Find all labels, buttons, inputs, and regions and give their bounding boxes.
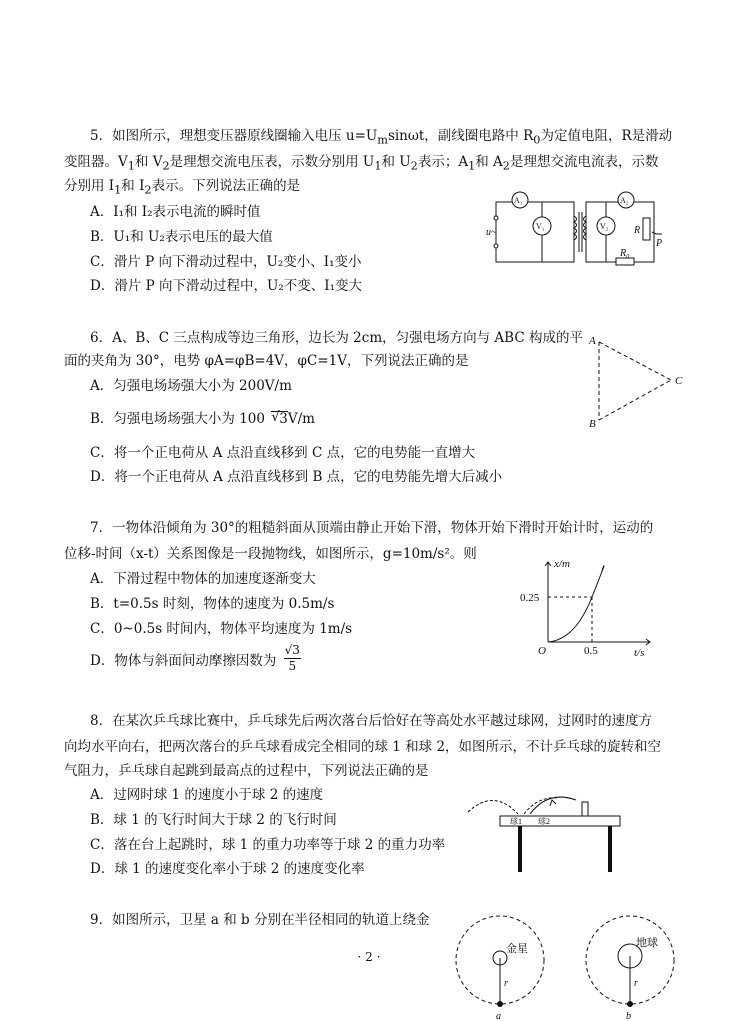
label-u: u~ bbox=[486, 227, 497, 238]
graph-ylabel: x/m bbox=[554, 558, 570, 570]
q7-line1: 7．一物体沿倾角为 30°的粗糙斜面从顶端由静止开始下滑，物体开始下滑时开始计时，运动的 bbox=[90, 520, 654, 536]
q5-line3: 分别用 $I_1$和 $I_2$表示。下列说法正确的是 bbox=[64, 178, 301, 197]
q5-option-c: C．滑片 P 向下滑动过程中，U₂变小、I₁变小 bbox=[90, 254, 362, 270]
q5-line2: 变阻器。$V_1$和 $V_2$是理想交流电压表，示数分别用 $U_1$和 $U_2$表示；$A_1$和 $A_2$是理想交流电流表，示数 bbox=[64, 154, 659, 173]
resistor-r0-icon bbox=[616, 258, 634, 265]
earth-label: 地球 bbox=[636, 937, 658, 949]
q6-option-d: D．将一个正电荷从 A 点沿直线移到 B 点，它的电势能先增大后减小 bbox=[90, 469, 503, 485]
fraction-denominator: 5 bbox=[288, 659, 297, 673]
q6-line1: 6．A、B、C 三点构成等边三角形，边长为 2cm，匀强电场方向与 ABC 构成的平 bbox=[90, 330, 583, 346]
q6-option-a: A．匀强电场场强大小为 200V/m bbox=[90, 378, 292, 394]
q6-option-c: C．将一个正电荷从 A 点沿直线移到 C 点，它的电势能一直增大 bbox=[90, 445, 476, 461]
q6-option-b: B．匀强电场场强大小为 100 √ 3V/m bbox=[90, 409, 315, 427]
ball2-label: 球2 bbox=[538, 817, 550, 826]
radius-label-1: r bbox=[504, 978, 508, 989]
satellite-a-label: a bbox=[496, 1011, 501, 1021]
q7-option-d: D．物体与斜面间动摩擦因数为 $\frac{√3}{5}$ bbox=[90, 643, 300, 673]
label-a1: A₁ bbox=[514, 196, 523, 205]
q7-line2: 位移-时间（x-t）关系图像是一段抛物线，如图所示，g=10m/s²。则 bbox=[64, 546, 477, 562]
q7-option-c: C．0~0.5s 时间内，物体平均速度为 1m/s bbox=[90, 621, 353, 637]
q6-line2: 面的夹角为 30°，电势 φA=φB=4V，φC=1V，下列说法正确的是 bbox=[64, 353, 469, 369]
q5-line1: 5．如图所示，理想变压器原线圈输入电压 $u=U_m\sin\omega t$，副线圈电路中 $R_0$为定值电阻，R是滑动 bbox=[90, 128, 673, 147]
q7-option-b: B．t=0.5s 时刻，物体的速度为 0.5m/s bbox=[90, 596, 335, 612]
graph-xlabel: t/s bbox=[634, 647, 645, 659]
graph-xtick: 0.5 bbox=[584, 645, 598, 657]
q6-triangle-figure bbox=[585, 332, 691, 432]
q8-option-b: B．球 1 的飞行时间大于球 2 的飞行时间 bbox=[90, 812, 337, 828]
q7-xt-graph bbox=[520, 556, 660, 660]
label-r0: R₀ bbox=[620, 248, 630, 259]
q5-option-a: A．I₁和 I₂表示电流的瞬时值 bbox=[90, 204, 261, 220]
q8-option-c: C．落在台上起跳时，球 1 的重力功率等于球 2 的重力功率 bbox=[90, 837, 446, 853]
label-a2: A₂ bbox=[620, 196, 629, 205]
radius-label-2: r bbox=[634, 978, 638, 989]
q5-option-d: D．滑片 P 向下滑动过程中，U₂不变、I₁变大 bbox=[90, 278, 363, 294]
vertex-c: C bbox=[675, 375, 683, 387]
satellite-a-icon bbox=[497, 1001, 503, 1007]
ball1-label: 球1 bbox=[510, 817, 522, 826]
q8-option-d: D．球 1 的速度变化率小于球 2 的速度变化率 bbox=[90, 861, 365, 877]
q8-table-figure bbox=[466, 786, 626, 878]
q8-line3: 气阻力，乒乓球自起跳到最高点的过程中，下列说法正确的是 bbox=[64, 763, 429, 779]
label-v1: V₁ bbox=[536, 222, 545, 231]
fraction-numerator: √3 bbox=[284, 643, 300, 657]
satellite-b-icon bbox=[627, 1001, 633, 1007]
q8-line1: 8．在某次乒乓球比赛中，乒乓球先后两次落台后恰好在等高处水平越过球网，过网时的速度方 bbox=[90, 713, 653, 729]
vertex-b: B bbox=[589, 418, 596, 430]
label-v2: V₂ bbox=[600, 222, 609, 231]
q8-line2: 向均水平向右，把两次落台的乒乓球看成完全相同的球 1 和球 2，如图所示，不计乒乓球的旋转和空 bbox=[64, 739, 662, 755]
q9-line1: 9．如图所示，卫星 a 和 b 分别在半径相同的轨道上绕金 bbox=[90, 912, 430, 928]
q5-circuit-figure bbox=[486, 188, 666, 266]
satellite-b-label: b bbox=[626, 1011, 631, 1021]
q8-option-a: A．过网时球 1 的速度小于球 2 的速度 bbox=[90, 787, 324, 803]
q7-option-a: A．下滑过程中物体的加速度逐渐变大 bbox=[90, 571, 316, 587]
label-r: R bbox=[634, 225, 641, 236]
venus-label: 金星 bbox=[506, 943, 528, 955]
q5-option-b: B．U₁和 U₂表示电压的最大值 bbox=[90, 229, 273, 245]
page-number: · 2 · bbox=[357, 950, 381, 964]
graph-origin: O bbox=[538, 645, 546, 657]
graph-ytick: 0.25 bbox=[520, 592, 540, 604]
vertex-a: A bbox=[589, 335, 596, 347]
label-p: P bbox=[656, 238, 663, 249]
